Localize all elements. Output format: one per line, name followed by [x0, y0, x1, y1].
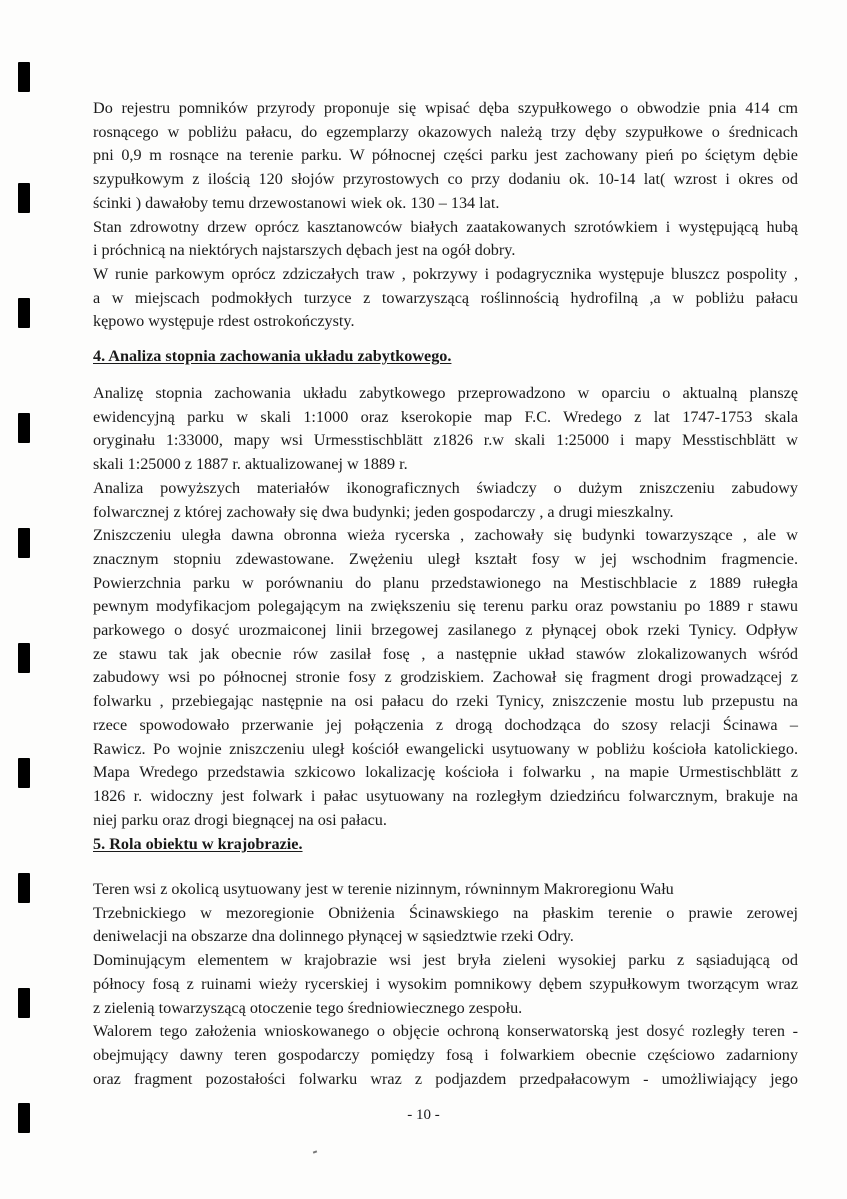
text-line: oryginału 1:33000, mapy wsi Urmesstischblätt z1826 r.w skali 1:25000 i mapy Messtischblätt w [93, 431, 798, 450]
text-line: deniwelacji na obszarze dna dolinnego płynącej w sąsiedztwie rzeki Odry. [93, 927, 574, 946]
text-line: szypułkowym z ilością 120 słojów przyrostowych co przy dodaniu ok. 10-14 lat( wzrost i okres od [93, 170, 798, 189]
scan-mark [18, 528, 30, 558]
section-4-text [93, 382, 798, 832]
text-line: a w miejscach podmokłych turzyce z towarzyszącą roślinnością hydrofilną ,a w pobliżu pałacu [93, 288, 798, 307]
text-line: Stan zdrowotny drzew oprócz kasztanowców białych zaatakowanych szrotówkiem i występującą hubą [93, 217, 798, 236]
text-line: ze stawu tak jak obecnie rów zasilał fosę , a następnie układ stawów zlokalizowanych wśród [93, 644, 798, 663]
text-line: kępowo występuje rdest ostrokończysty. [93, 312, 355, 331]
scan-mark [18, 298, 30, 328]
text-line: z zielenią towarzyszącą otoczenie tego średniowiecznego zespołu. [93, 998, 523, 1017]
text-line: Dominującym elementem w krajobrazie wsi jest bryła zieleni wysokiej parku z sąsiadującą od [93, 951, 798, 970]
text-line: Analizę stopnia zachowania układu zabytkowego przeprowadzono w oparciu o aktualną planszę [93, 384, 798, 402]
scan-mark [18, 758, 30, 788]
text-line: znacznym stopniu zdewastowane. Zwężeniu uległ kształt fosy w jej wschodnim fragmencie. [93, 549, 798, 568]
text-line: folwarcznej z której zachowały się dwa budynki; jeden gospodarczy , a drugi mieszkalny. [93, 502, 674, 521]
text-line: Walorem tego założenia wnioskowanego o objęcie ochroną konserwatorską jest dosyć rozległy teren - [93, 1022, 798, 1041]
section-heading-5: 5. Rola obiektu w krajobrazie. [93, 835, 303, 853]
text-line: Trzebnickiego w mezoregionie Obniżenia Ścinawskiego na płaskim terenie o prawie zerowej [93, 903, 798, 922]
text-line: niej parku oraz drogi biegnącej na osi pałacu. [93, 810, 387, 829]
text-line: Mapa Wredego przedstawia szkicowo lokalizację kościoła i folwarku , na mapie Urmestischblätt z [93, 763, 798, 782]
text-line: ścinki ) dawałoby temu drzewostanowi wiek ok. 130 – 134 lat. [93, 193, 500, 212]
text-line: pewnym modyfikacjom polegającym na zwiększeniu się terenu parku oraz powstaniu po 1889 r stawu [93, 597, 798, 616]
text-line: Do rejestru pomników przyrody proponuje się wpisać dęba szypułkowego o obwodzie pnia 414 cm [93, 99, 798, 117]
scan-mark [18, 988, 30, 1018]
text-line: ewidencyjną parku w skali 1:1000 oraz kserokopie map F.C. Wredego z lat 1747-1753 skala [93, 407, 798, 426]
scan-mark [18, 62, 30, 92]
text-line: rosnącego w pobliżu pałacu, do egzemplarzy okazowych należą trzy dęby szypułkowe o średnicach [93, 122, 798, 141]
section-5-text [93, 878, 798, 1091]
scan-mark [18, 413, 30, 443]
text-line: 1826 r. widoczny jest folwark i pałac usytuowany na rozległym dziedzińcu folwarcznym, brakuje na [93, 786, 798, 805]
text-line: folwarku , przebiegając następnie na osi pałacu do rzeki Tynicy, zniszczenie mostu lub przepustu na [93, 692, 798, 711]
text-line: północy fosą z ruinami wieży rycerskiej i wysokim pomnikowy dębem szypułkowym tworzącym wraz [93, 974, 798, 993]
intro-text [93, 97, 798, 334]
page-number: - 10 - [407, 1107, 440, 1123]
text-line: Teren wsi z okolicą usytuowany jest w terenie nizinnym, równinnym Makroregionu Wału [93, 880, 674, 898]
text-line: obejmujący dawny teren gospodarczy pomiędzy fosą i folwarkiem obecnie częściowo zadarniony [93, 1045, 798, 1064]
text-line: rzece spowodowało przerwanie jej połączenia z drogą dochodząca do szosy relacji Ścinawa – [93, 715, 798, 734]
text-line: pni 0,9 m rosnące na terenie parku. W północnej części parku jest zachowany pień po ściętym dębie [93, 146, 798, 165]
text-line: Analiza powyższych materiałów ikonograficznych świadczy o dużym zniszczeniu zabudowy [93, 478, 798, 497]
text-line: i próchnicą na niektórych najstarszych dębach jest na ogół dobry. [93, 241, 516, 260]
scan-mark [18, 873, 30, 903]
scan-mark [18, 643, 30, 673]
text-line: W runie parkowym oprócz zdziczałych traw , pokrzywy i podagrycznika występuje bluszcz pospolity , [93, 264, 798, 283]
scan-speck [313, 1150, 317, 1153]
text-line: zabudowy wsi po północnej stronie fosy z grodziskiem. Zachował się fragment drogi prowadzącej z [93, 668, 798, 687]
section-heading-4: 4. Analiza stopnia zachowania układu zabytkowego. [93, 347, 452, 365]
text-line: Zniszczeniu uległa dawna obronna wieża rycerska , zachowały się budynki towarzyszące , ale w [93, 526, 798, 545]
text-line: Rawicz. Po wojnie zniszczeniu uległ kościół ewangelicki usytuowany w pobliżu kościoła katolickiego. [93, 739, 798, 758]
text-line: Powierzchnia parku w porównaniu do planu przedstawionego na Mestischblacie z 1889 rułegła [93, 573, 798, 592]
text-line: oraz fragment pozostałości folwarku wraz z podjazdem przedpałacowym - umożliwiający jego [93, 1069, 798, 1088]
scan-mark [18, 183, 30, 213]
text-line: parkowego o dosyć urozmaiconej linii brzegowej zasilanego z płynącej obok rzeki Tynicy. Odpływ [93, 621, 798, 640]
text-line: skali 1:25000 z 1887 r. aktualizowanej w 1889 r. [93, 455, 408, 474]
